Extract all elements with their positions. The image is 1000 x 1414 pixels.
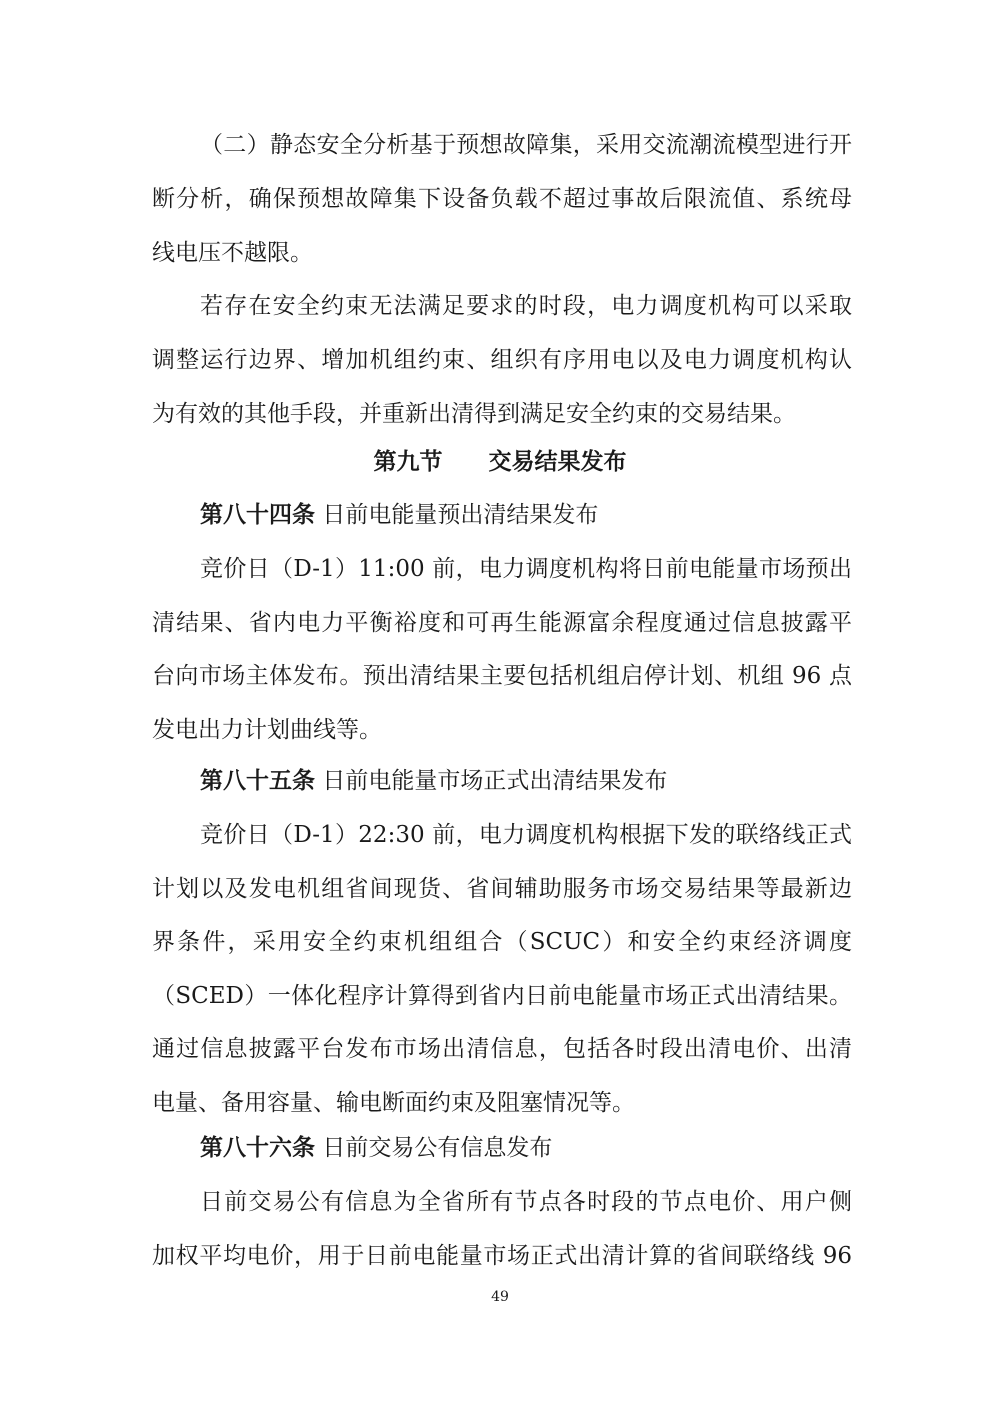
article-line: 加权平均电价，用于日前电能量市场正式出清计算的省间联络线 96	[152, 1243, 852, 1269]
article-title: 日前交易公有信息发布	[322, 1135, 553, 1161]
article-title: 日前电能量市场正式出清结果发布	[322, 768, 668, 794]
article-line: 竞价日（D-1）22:30 前，电力调度机构根据下发的联络线正式	[200, 822, 852, 848]
article-line: 台向市场主体发布。预出清结果主要包括机组启停计划、机组 96 点	[152, 663, 852, 689]
article-number: 第八十六条	[200, 1134, 315, 1161]
paragraph-line: 若存在安全约束无法满足要求的时段，电力调度机构可以采取	[200, 293, 852, 319]
article-line: 发电出力计划曲线等。	[152, 717, 382, 743]
article-line: 电量、备用容量、输电断面约束及阻塞情况等。	[152, 1090, 635, 1116]
article-line: 日前交易公有信息为全省所有节点各时段的节点电价、用户侧	[200, 1189, 852, 1215]
paragraph-line: 调整运行边界、增加机组约束、组织有序用电以及电力调度机构认	[152, 347, 852, 373]
article-line: 竞价日（D-1）11:00 前，电力调度机构将日前电能量市场预出	[200, 556, 852, 582]
section-heading: 第九节 交易结果发布	[373, 448, 627, 475]
article-line: 通过信息披露平台发布市场出清信息，包括各时段出清电价、出清	[152, 1036, 852, 1062]
article-line: 界条件，采用安全约束机组组合（SCUC）和安全约束经济调度	[152, 929, 852, 955]
article-heading	[200, 1128, 552, 1168]
article-line: （SCED）一体化程序计算得到省内日前电能量市场正式出清结果。	[152, 983, 852, 1009]
article-heading	[200, 761, 667, 801]
article-number: 第八十五条	[200, 767, 315, 794]
article-heading	[200, 495, 598, 535]
paragraph-line: （二）静态安全分析基于预想故障集，采用交流潮流模型进行开	[200, 132, 852, 158]
paragraph-line: 断分析，确保预想故障集下设备负载不超过事故后限流值、系统母	[152, 186, 852, 212]
paragraph-line: 为有效的其他手段，并重新出清得到满足安全约束的交易结果。	[152, 401, 796, 427]
page-number: 49	[491, 1289, 509, 1305]
article-line: 清结果、省内电力平衡裕度和可再生能源富余程度通过信息披露平	[152, 610, 852, 636]
paragraph-line: 线电压不越限。	[152, 240, 313, 266]
article-number: 第八十四条	[200, 501, 315, 528]
article-title: 日前电能量预出清结果发布	[322, 502, 599, 528]
article-line: 计划以及发电机组省间现货、省间辅助服务市场交易结果等最新边	[152, 876, 852, 902]
